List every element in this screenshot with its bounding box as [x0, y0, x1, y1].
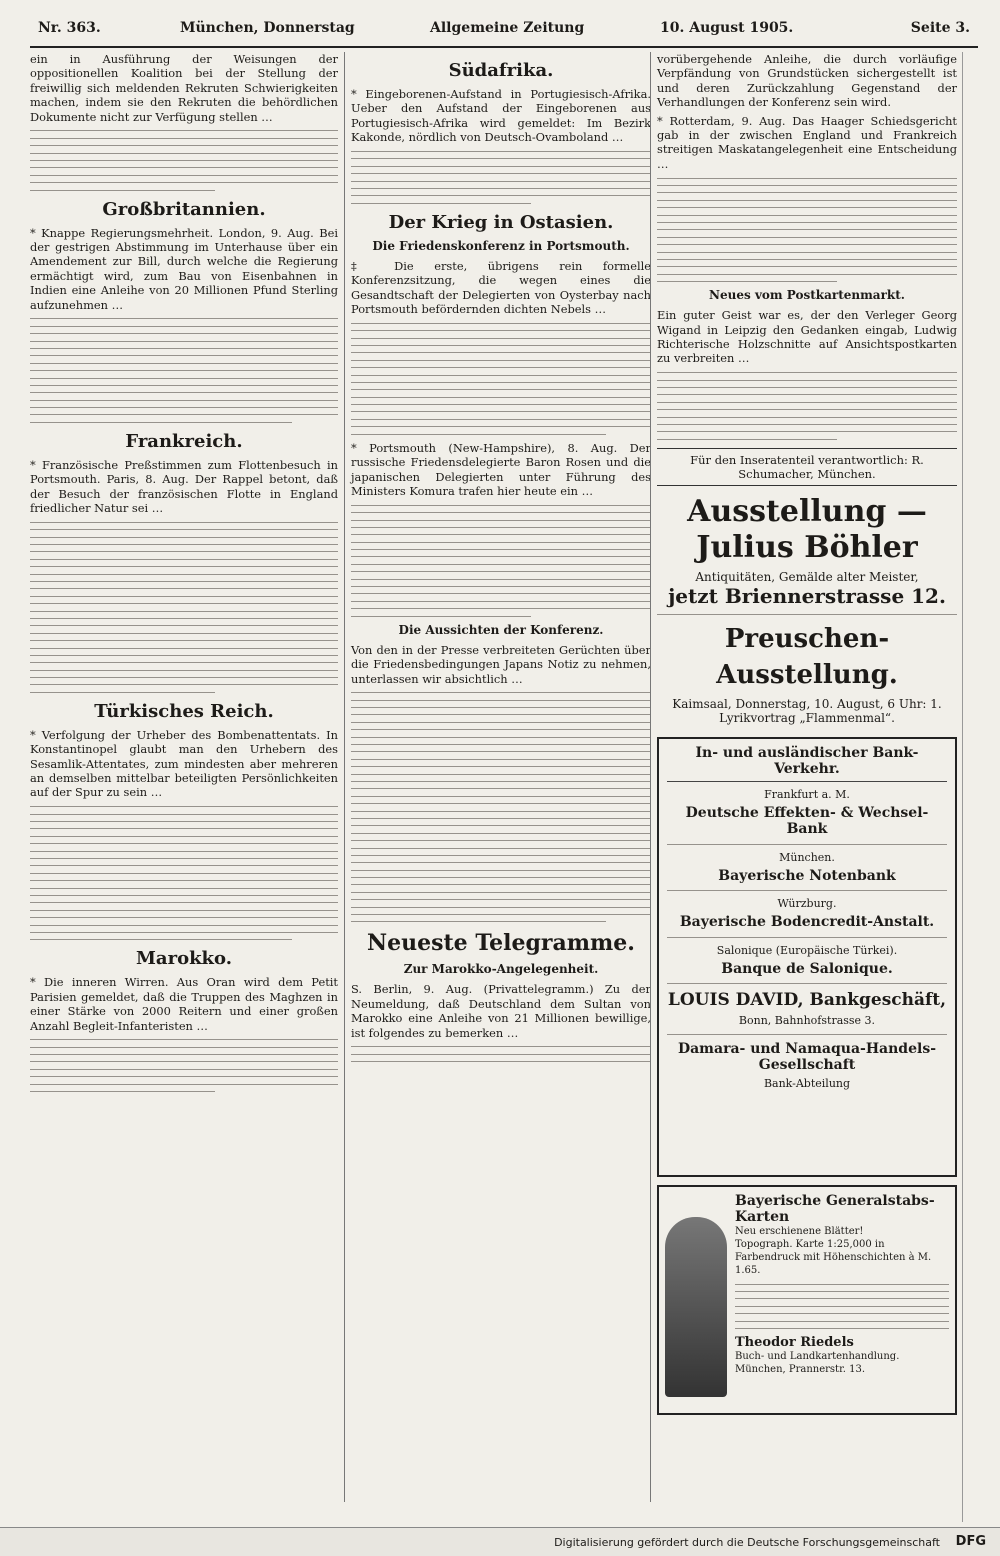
column-2 — [344, 52, 651, 1502]
text-lines — [351, 1046, 651, 1062]
column-3 — [650, 52, 957, 1502]
section-heading: Der Krieg in Ostasien. — [388, 211, 614, 233]
place-weekday: München, Donnerstag — [180, 20, 355, 36]
ad-preuschen-title: Preuschen-Ausstellung. — [716, 624, 898, 691]
bank-ad-title: In- und ausländischer Bank-Verkehr. — [667, 745, 947, 782]
bank-department: Bank-Abteilung — [763, 1076, 851, 1090]
bank-name: Bayerische Notenbank — [718, 867, 896, 884]
bank-city: Bonn, Bahnhofstrasse 3. — [738, 1014, 876, 1028]
article-text: Von den in der Presse verbreiteten Gerüchten über die Friedensbedingungen Japans Notiz zu nehmen, unterlassen wir absichtlich … — [351, 642, 651, 686]
subheading: Die Aussichten der Konferenz. — [398, 622, 604, 637]
bank-city: München. — [779, 850, 835, 864]
text-lines — [30, 318, 338, 422]
ad-boehler-address: jetzt Briennerstrasse 12. — [668, 583, 946, 608]
text-lines — [351, 323, 651, 435]
issue-date: 10. August 1905. — [660, 20, 794, 36]
section-heading: Südafrika. — [448, 60, 554, 81]
masthead — [30, 16, 978, 48]
section-heading: Neueste Telegramme. — [367, 930, 635, 957]
article-text: * Französische Preßstimmen zum Flottenbesuch in Portsmouth. Paris, 8. Aug. Der Rappel betont, daß der Besuch der französischen Flotte in England friedlicher Natur sei … — [30, 457, 338, 516]
subheading: Neues vom Postkartenmarkt. — [709, 288, 905, 303]
article-text: ‡ Die erste, übrigens rein formelle Konferenzsitzung, die wegen eines die Gesandtschaft der Delegierten von Oysterbay nach Portsmouth befördernden dichten Nebels … — [351, 258, 651, 316]
article-text: S. Berlin, 9. Aug. (Privattelegramm.) Zu der Neumeldung, daß Deutschland dem Sultan von Marokko eine Anleihe von 21 Millionen bewillige, ist folgendes zu bemerken … — [351, 982, 651, 1040]
article-text: ein in Ausführung der Weisungen der oppositionellen Koalition bei der Stellung der freiwillig sich meldenden Rekruten Schwierigkeiten machen, indem sie den Rekruten die behördlichen Dokumente nicht zur Verfügung stellen … — [30, 52, 338, 124]
bank-name: Banque de Salonique. — [721, 960, 893, 977]
text-lines — [657, 372, 957, 440]
map-advertisement — [657, 1185, 957, 1415]
text-lines — [735, 1284, 949, 1329]
article-text: * Eingeborenen-Aufstand in Portugiesisch-Afrika. Ueber den Aufstand der Eingeborenen aus Portugiesisch-Afrika wird gemeldet: Im Bezirk Kakonde, nördlich von Deutsch-Ovamboland … — [351, 87, 651, 145]
article-text: * Verfolgung der Urheber des Bombenattentats. In Konstantinopel glaubt man den Urhebern des Sesamlik-Attentates, zum mindesten aber mehreren an demselben mittelbar beteiligten Persönlichkeiten auf der Spur zu sein … — [30, 727, 338, 800]
article-text: * Portsmouth (New-Hampshire), 8. Aug. Der russische Friedensdelegierte Baron Rosen und die japanischen Delegierten unter Führung des Ministers Komura trafen hier heute ein … — [351, 440, 651, 498]
map-ad-publisher-address: Buch- und Landkartenhandlung. München, Prannerstr. 13. — [735, 1351, 900, 1376]
ad-boehler-subtitle: Antiquitäten, Gemälde alter Meister, — [695, 569, 919, 584]
article-text: * Rotterdam, 9. Aug. Das Haager Schiedsgericht gab in der zwischen England und Frankreich streitigen Maskatangelegenheit eine Entscheidung … — [657, 113, 957, 171]
bank-advertisement — [657, 737, 957, 1177]
section-heading: Großbritannien. — [102, 198, 266, 220]
subheading: Die Friedenskonferenz in Portsmouth. — [372, 238, 630, 253]
article-text: * Knappe Regierungsmehrheit. London, 9. Aug. Bei der gestrigen Abstimmung im Unterhause über ein Amendement zur Bill, durch welche die Regierung ermächtigt wird, zum Bau von Eisenbahnen in Indien eine Anleihe von 20 Millionen Pfund Sterling aufzunehmen … — [30, 225, 338, 312]
map-ad-text: Topograph. Karte 1:25,000 in Farbendruck mit Höhenschichten à M. 1.65. — [735, 1239, 932, 1277]
bank-name: Deutsche Effekten- & Wechsel-Bank — [685, 805, 929, 838]
subheading: Zur Marokko-Angelegenheit. — [403, 962, 599, 977]
dfg-logo: DFG — [955, 1534, 986, 1549]
text-lines — [30, 522, 338, 693]
text-lines — [30, 130, 338, 190]
text-lines — [351, 151, 651, 204]
text-lines — [30, 806, 338, 940]
text-lines — [657, 178, 957, 282]
bank-name: Bayerische Bodencredit-Anstalt. — [679, 914, 935, 931]
bank-name: LOUIS DAVID, Bankgeschäft, — [667, 990, 947, 1011]
paper-title: Allgemeine Zeitung — [430, 20, 585, 36]
map-ad-title: Bayerische Generalstabs-Karten — [735, 1193, 935, 1226]
column-1 — [30, 52, 338, 1502]
article-text: vorübergehende Anleihe, die durch vorläufige Verpfändung von Grundstücken sichergestellt ist und deren Zurückzahlung Gegenstand der Verhandlungen der Konferenz sein wird. — [657, 52, 957, 110]
adjacent-page-edge — [962, 52, 985, 1522]
section-heading: Türkisches Reich. — [94, 700, 274, 722]
ad-boehler-title: Ausstellung — Julius Böhler — [687, 493, 927, 565]
advertising-notice: Für den Inseratenteil verantwortlich: R. Schumacher, München. — [657, 448, 957, 486]
map-ad-subtitle: Neu erschienene Blätter! — [735, 1226, 864, 1238]
section-heading: Marokko. — [136, 948, 232, 970]
issue-number: Nr. 363. — [38, 20, 101, 36]
bank-name: Damara- und Namaqua-Handels-Gesellschaft — [677, 1040, 937, 1073]
bank-city: Salonique (Europäische Türkei). — [716, 943, 898, 957]
atlas-figure-image — [665, 1217, 727, 1397]
bank-city: Frankfurt a. M. — [764, 788, 850, 802]
bank-city: Würzburg. — [777, 897, 837, 911]
article-text: Ein guter Geist war es, der den Verleger Georg Wigand in Leipzig den Gedanken eingab, Ludwig Richterische Holzschnitte auf Ansichtspostkarten zu verbreiten … — [657, 308, 957, 366]
article-text: * Die inneren Wirren. Aus Oran wird dem Petit Parisien gemeldet, daß die Truppen des Maghzen in einer Stärke von 2000 Reitern und einer großen Anzahl Begleit-Infanteristen … — [30, 975, 338, 1033]
text-lines — [351, 505, 651, 617]
text-lines — [30, 1039, 338, 1092]
ad-preuschen-subtitle: Kaimsaal, Donnerstag, 10. August, 6 Uhr: 1. Lyrikvortrag „Flammenmal“. — [672, 697, 942, 726]
section-heading: Frankreich. — [125, 430, 243, 452]
footer-text: Digitalisierung gefördert durch die Deutsche Forschungsgemeinschaft — [554, 1536, 940, 1549]
map-ad-publisher: Theodor Riedels — [735, 1335, 854, 1351]
digitization-footer — [0, 1527, 1000, 1556]
page-number: Seite 3. — [910, 20, 970, 36]
text-lines — [351, 692, 651, 922]
